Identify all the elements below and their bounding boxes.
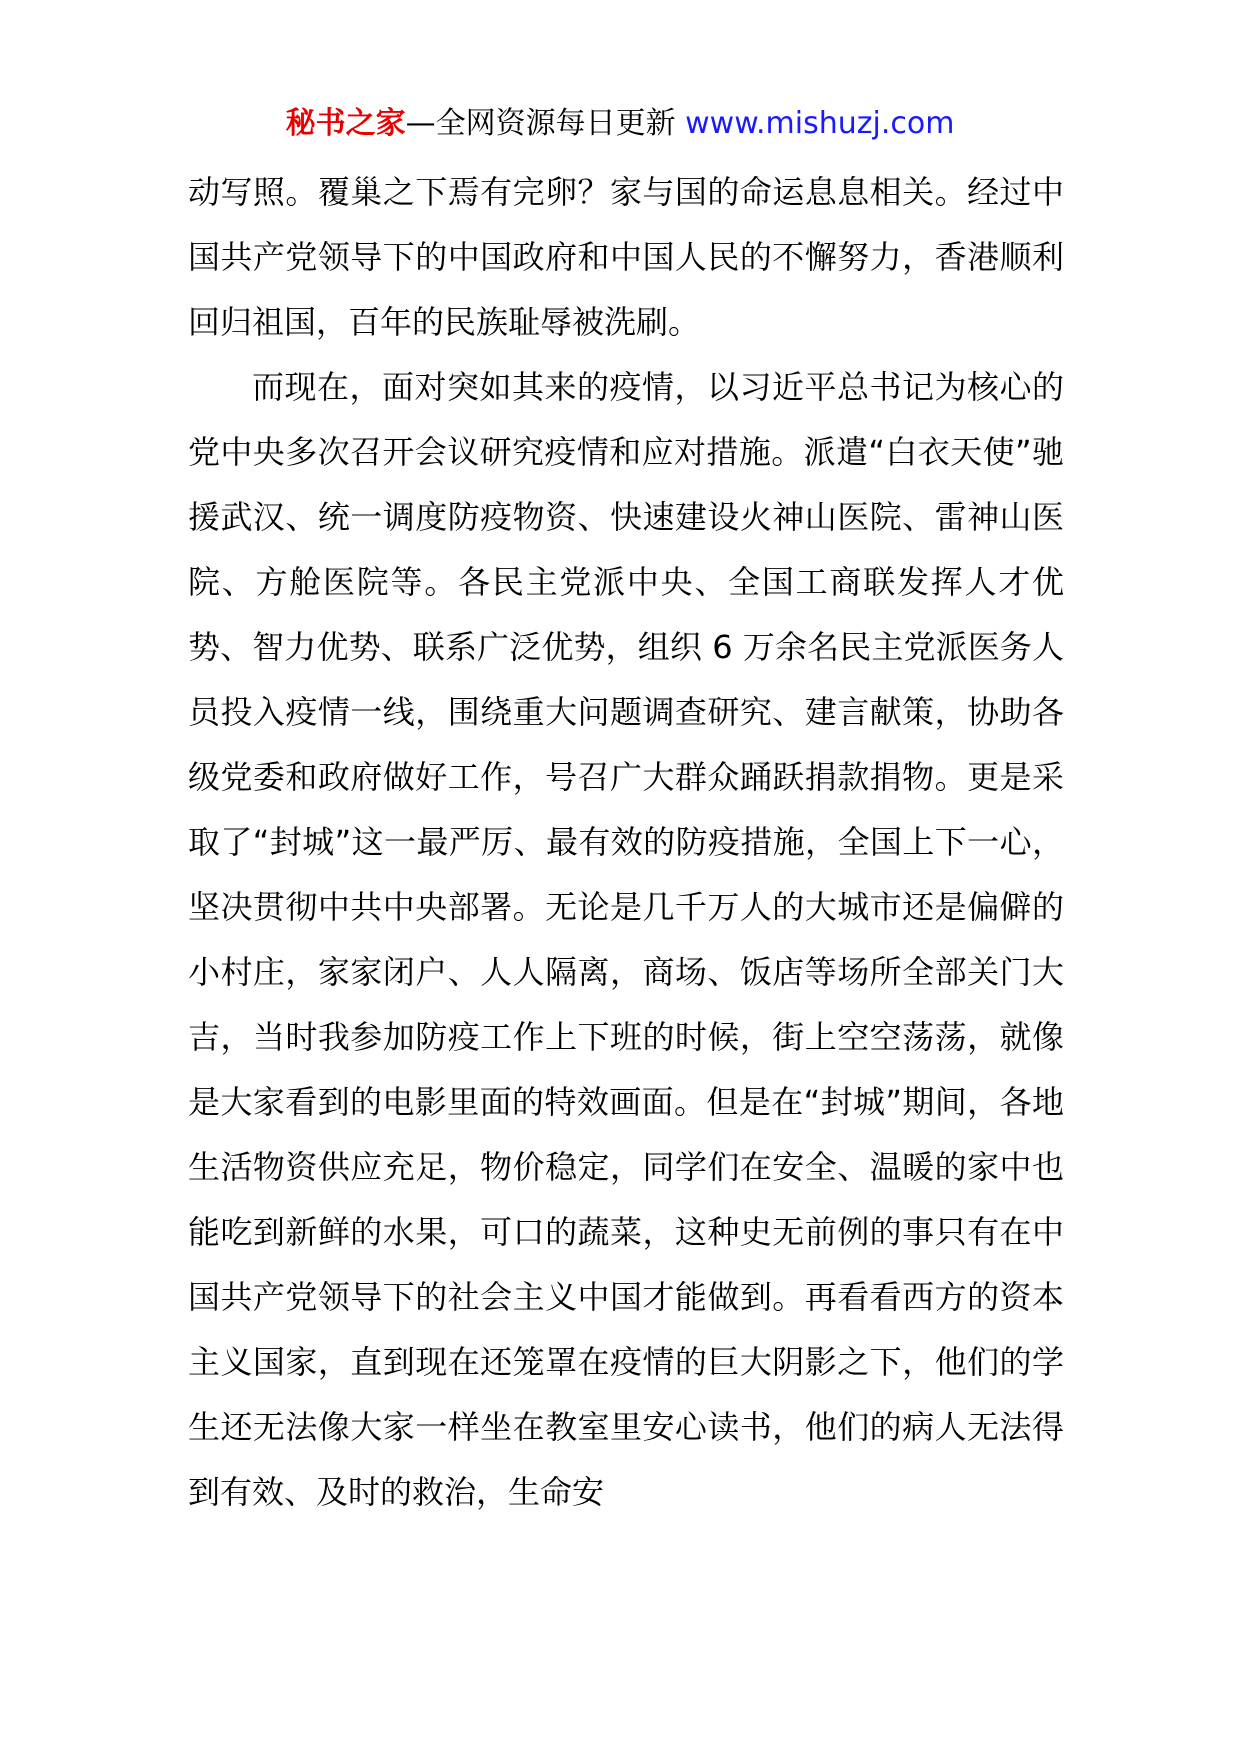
document-body — [188, 160, 1064, 1525]
site-brand: 秘书之家 — [285, 106, 406, 141]
page-header — [0, 104, 1240, 144]
paragraph-main: 而现在，面对突如其来的疫情，以习近平总书记为核心的党中央多次召开会议研究疫情和应对措施。派遣“白衣天使”驰援武汉、统一调度防疫物资、快速建设火神山医院、雷神山医院、方舱医院等。各民主党派中央、全国工商联发挥人才优势、智力优势、联系广泛优势，组织 6 万余名民主党派医务人员投入疫情一线，围绕重大问题调查研究、建言献策，协助各级党委和政府做好工作，号召广大群众踊跃捐款捐物。更是采取了“封城”这一最严厉、最有效的防疫措施，全国上下一心，坚决贯彻中共中央部署。无论是几千万人的大城市还是偏僻的小村庄，家家闭户、人人隔离，商场、饭店等场所全部关门大吉，当时我参加防疫工作上下班的时候，街上空空荡荡，就像是大家看到的电影里面的特效画面。但是在“封城”期间，各地生活物资供应充足，物价稳定，同学们在安全、温暖的家中也能吃到新鲜的水果，可口的蔬菜，这种史无前例的事只有在中国共产党领导下的社会主义中国才能做到。再看看西方的资本主义国家，直到现在还笼罩在疫情的巨大阴影之下，他们的学生还无法像大家一样坐在教室里安心读书，他们的病人无法得到有效、及时的救治，生命安 — [188, 368, 1064, 1511]
site-tagline: —全网资源每日更新 — [405, 106, 686, 141]
site-url-link[interactable]: www.mishuzj.com — [685, 106, 955, 141]
paragraph-continuation: 动写照。覆巢之下焉有完卵？家与国的命运息息相关。经过中国共产党领导下的中国政府和中国人民的不懈努力，香港顺利回归祖国，百年的民族耻辱被洗刷。 — [188, 173, 1064, 341]
